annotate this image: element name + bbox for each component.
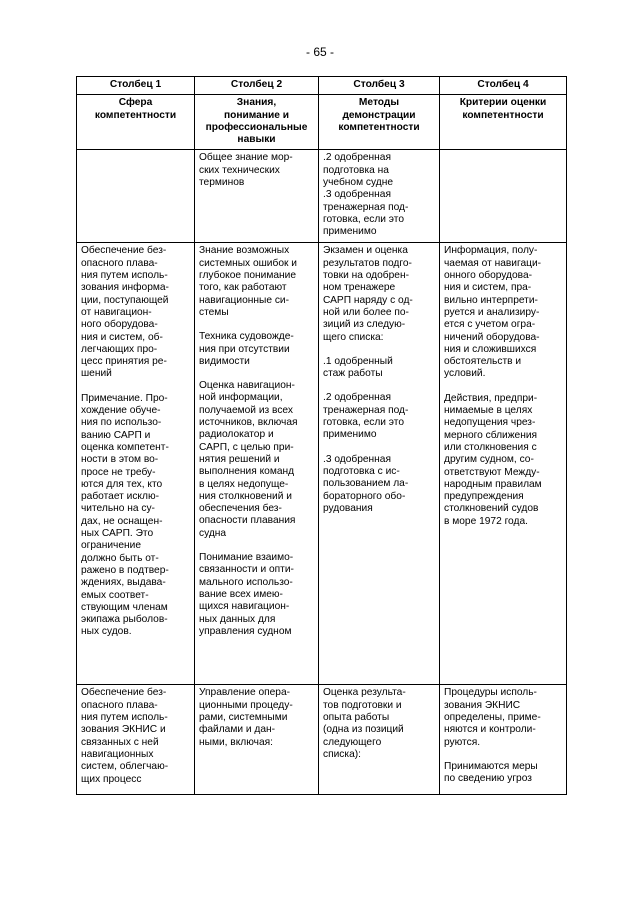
- cell-paragraph: .2 одобренная тренажерная под- готовка, если это применимо: [323, 392, 409, 441]
- cell-paragraph: Понимание взаимо- связанности и опти- мального использо- вание всех имею- щихся навигацион- ных данных для управления судном: [199, 552, 294, 637]
- table-cell: [319, 150, 440, 243]
- cell-paragraph: .3 одобренная подготовка с ис- пользованием ла- бораторного обо- рудования: [323, 453, 409, 514]
- table-cell: [440, 685, 567, 795]
- table-cell: [77, 243, 195, 685]
- cell-paragraph: .2 одобренная подготовка на учебном судне .3 одобренная тренажерная под- готовка, если это применимо: [323, 152, 409, 238]
- cell-paragraph: Оценка навигацион- ной информации, получаемой из всех источников, включая радиолокатор и САРП, с целью при- нятия решений и выполнения команд в целях недопуще- ния столкновений и обеспечения без- опасности плавания судна: [199, 380, 298, 539]
- table-cell: [77, 685, 195, 795]
- table-cell: [77, 150, 195, 243]
- page-number: - 65 -: [305, 45, 334, 59]
- cell-paragraph: Принимаются меры по сведению угроз: [444, 760, 538, 785]
- header-row-titles: [77, 95, 567, 150]
- cell-paragraph: Процедуры исполь- зования ЭКНИС определены, приме- няются и контроли- руются.: [444, 687, 541, 748]
- cell-paragraph: Обеспечение без- опасного плава- ния путем исполь- зования ЭКНИС и связанных с ней навигационных систем, облегчаю- щих процесс: [81, 687, 169, 785]
- cell-paragraph: Техника судовожде- ния при отсутствии видимости: [199, 331, 294, 367]
- cell-paragraph: Информация, полу- чаемая от навигаци- онного оборудова- ния и систем, пра- вильно интерпрети- руется и анализиру- ется с учетом огра- ничений оборудова- ния и сложившихся обстоятельств и условий.: [444, 245, 542, 380]
- table-row: [77, 243, 567, 685]
- column-4-title: Критерии оценки компетентности: [440, 95, 567, 150]
- cell-paragraph: Примечание. Про- хождение обуче- ния по использо- ванию САРП и оценка компетент- ности в этом во- просе не требу- ются для тех, кто работает исклю- чительно на су- дах, не оснащен- ных САРП. Это ограничение должно быть от- ражено в подтвер- ждениях, выдава- емых соответ- ствующим членам экипажа рыболов- ных судов.: [81, 392, 169, 638]
- table-cell: [195, 150, 319, 243]
- cell-paragraph: Управление опера- ционными процеду- рами, системными файлами и дан- ными, включая:: [199, 687, 293, 748]
- column-2-title: Знания, понимание и профессиональные навыки: [195, 95, 319, 150]
- cell-paragraph: Действия, предпри- нимаемые в целях недопущения чрез- мерного сближения или столкновения с другим судном, со- ответствуют Между- народным правилам предупреждения столкновений судов в море 1972 года.: [444, 392, 542, 527]
- column-2-number: Столбец 2: [195, 77, 319, 95]
- header-row-numbers: [77, 77, 567, 95]
- column-1-title: Сфера компетентности: [77, 95, 195, 150]
- cell-paragraph: Экзамен и оценка результатов подго- товки на одобрен- ном тренажере САРП наряду с од- ной или более по- зиций из следую- щего списка:: [323, 245, 413, 343]
- table-cell: [319, 243, 440, 685]
- table-cell: [440, 150, 567, 243]
- cell-paragraph: Обеспечение без- опасного плава- ния путем исполь- зования информа- ции, поступающей от навигацион- ного оборудова- ния и систем, об- легчающих про- цесс принятия ре- шений: [81, 245, 169, 380]
- table-cell: [195, 685, 319, 795]
- cell-paragraph: Оценка результа- тов подготовки и опыта работы (одна из позиций следующего списка):: [323, 687, 406, 760]
- table-row: [77, 685, 567, 795]
- cell-paragraph: Общее знание мор- ских технических терминов: [199, 152, 293, 189]
- table-cell: [319, 685, 440, 795]
- column-3-title: Методы демонстрации компетентности: [319, 95, 440, 150]
- table-cell: [440, 243, 567, 685]
- column-4-number: Столбец 4: [440, 77, 567, 95]
- cell-paragraph: .1 одобренный стаж работы: [323, 355, 393, 380]
- table-cell: [195, 243, 319, 685]
- column-1-number: Столбец 1: [77, 77, 195, 95]
- column-3-number: Столбец 3: [319, 77, 440, 95]
- table-row: [77, 150, 567, 243]
- competence-table: [76, 76, 567, 795]
- cell-paragraph: Знание возможных системных ошибок и глубокое понимание того, как работают навигационные си- стемы: [199, 245, 297, 318]
